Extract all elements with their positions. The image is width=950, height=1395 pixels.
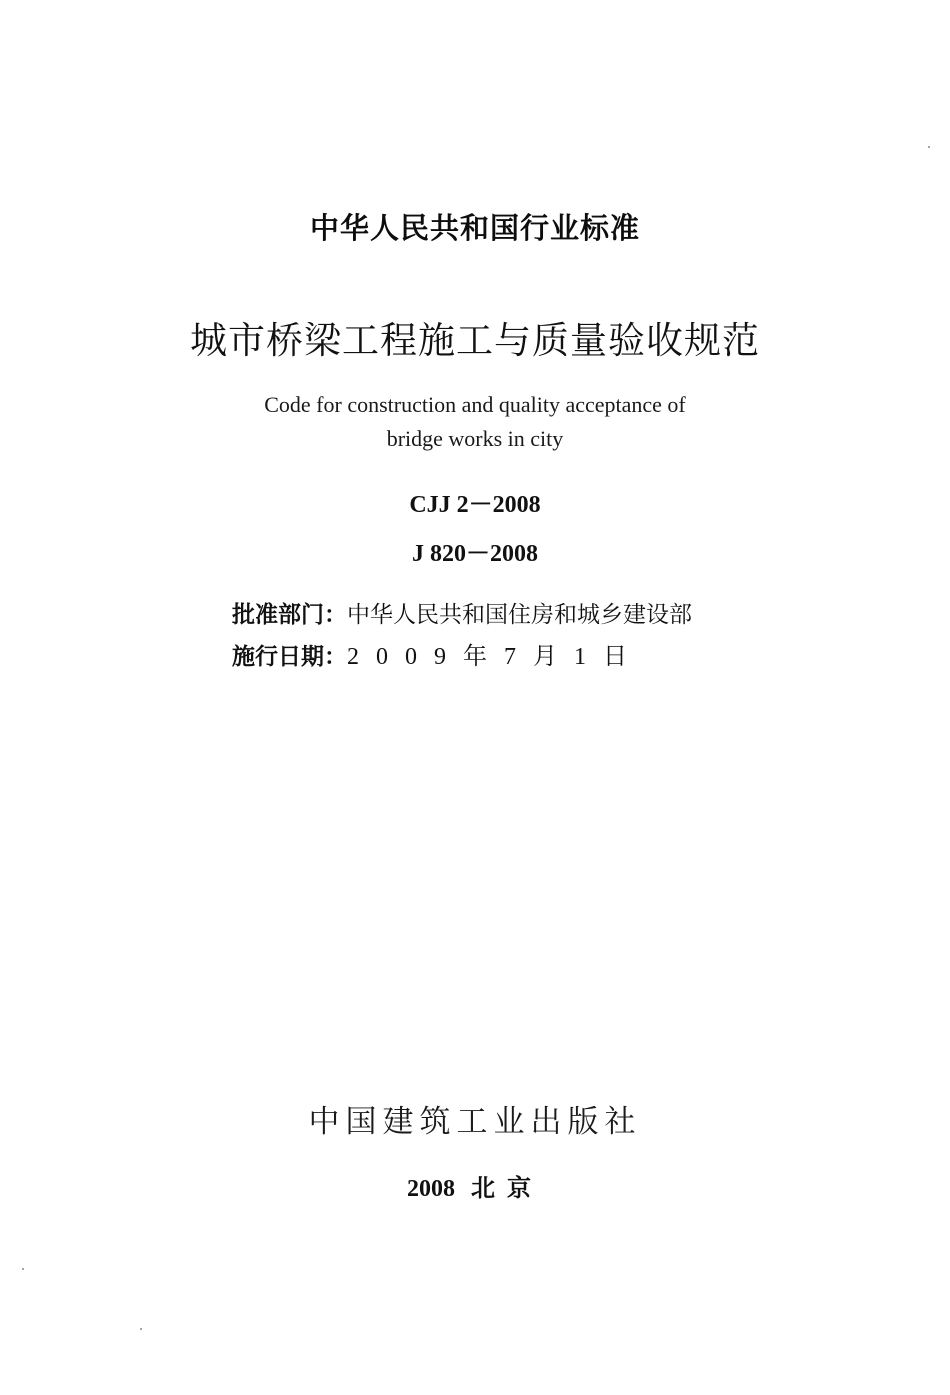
scan-speck (22, 1268, 24, 1270)
title-english (0, 388, 950, 456)
title-english-line-2: bridge works in city (386, 426, 564, 451)
publication-city: 北京 (471, 1174, 543, 1202)
scan-speck (140, 1328, 142, 1330)
standard-code-primary: CJJ 2－2008 (409, 492, 541, 518)
title-chinese: 城市桥梁工程施工与质量验收规范 (190, 319, 760, 362)
effective-date-value: 2009年7月1日 (347, 644, 644, 670)
publication-year-place (0, 1168, 950, 1203)
effective-date-label: 施行日期： (232, 644, 347, 670)
title-english-line-1: Code for construction and quality acceptance of (264, 392, 686, 417)
approval-department-value: 中华人民共和国住房和城乡建设部 (347, 602, 692, 628)
approval-department-label: 批准部门： (232, 602, 347, 628)
publication-year: 2008 (407, 1176, 455, 1202)
standard-code-secondary: J 820－2008 (412, 541, 538, 567)
scan-speck (928, 146, 930, 148)
effective-date-row (232, 636, 644, 671)
approval-department-row (232, 596, 692, 629)
publisher-name: 中国建筑工业出版社 (308, 1104, 642, 1140)
standard-category: 中华人民共和国行业标准 (309, 211, 640, 245)
